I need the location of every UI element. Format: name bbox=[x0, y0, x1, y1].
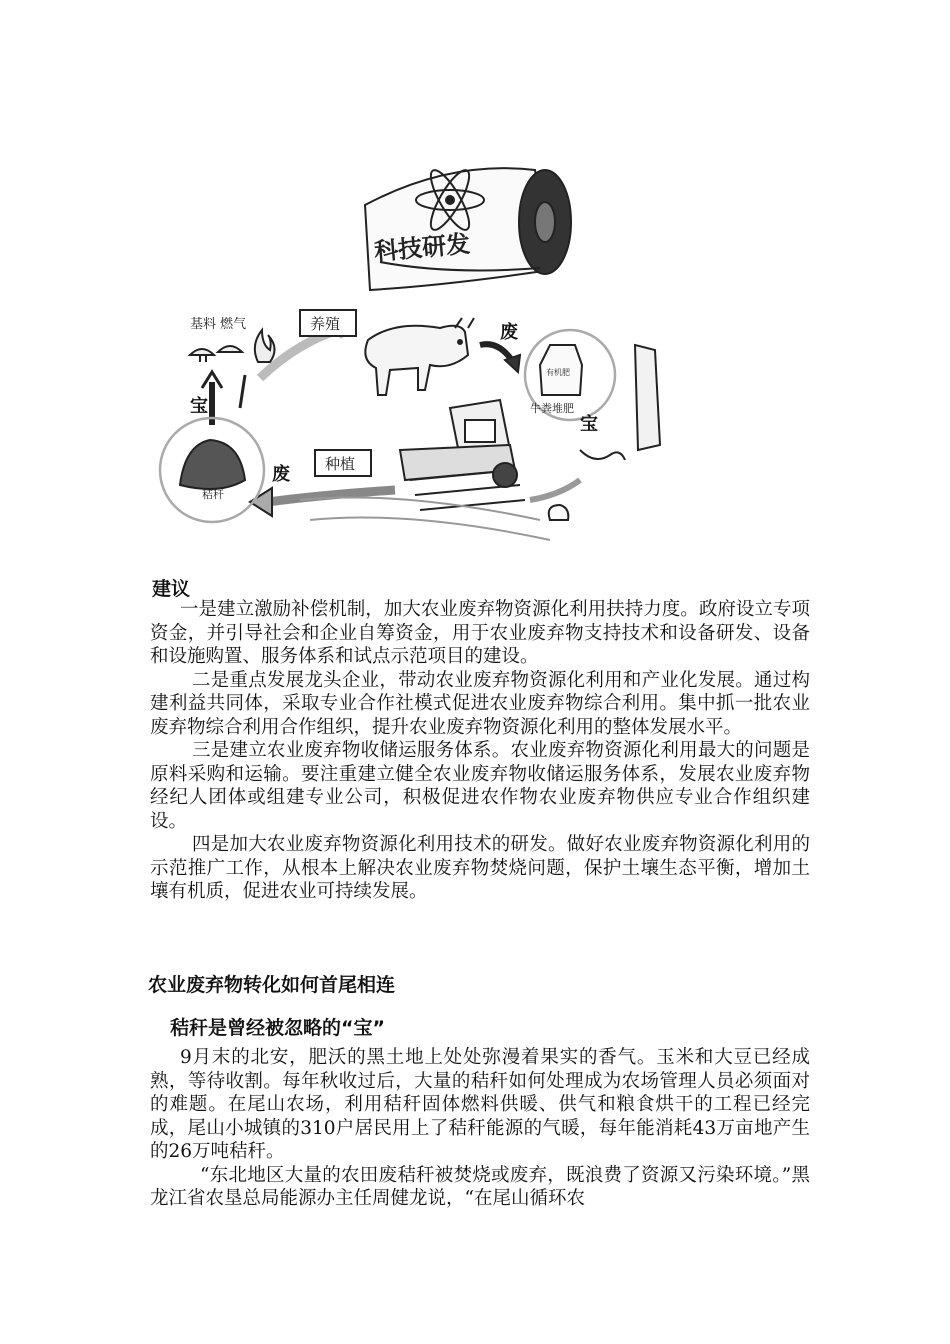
suggestion-paragraph-4: 四是加大农业废弃物资源化利用技术的研发。做好农业废弃物资源化利用的示范推广工作，从根本上解决农业废弃物焚烧问题，保护土壤生态平衡，增加土壤有机质，促进农业可持续发展。 bbox=[150, 834, 810, 902]
fuel-items-label: 基料 燃气 bbox=[190, 317, 247, 332]
suggestion-body bbox=[150, 598, 810, 904]
chick-icon bbox=[549, 505, 569, 520]
fertilizer-bag-label: 有机肥 bbox=[546, 368, 570, 377]
suggestion-paragraph-1: 一是建立激励补偿机制，加大农业废弃物资源化利用扶持力度。政府设立专项资金，并引导社会和企业自筹资金，用于农业废弃物支持技术和设备研发、设备和设施购置、服务体系和试点示范项目的建设。 bbox=[150, 599, 810, 667]
tech-scroll-icon bbox=[365, 166, 571, 290]
tech-label: 科技研发 bbox=[373, 229, 472, 266]
planting-machine-icon bbox=[400, 400, 525, 510]
recycling-cycle-illustration bbox=[150, 150, 670, 550]
cycle-arrow-left bbox=[268, 490, 395, 502]
compost-label: 牛粪堆肥 bbox=[530, 402, 574, 415]
article-paragraph-2: “东北地区大量的农田废秸秆被焚烧或废弃，既浪费了资源又污染环境。”黑龙江省农垦总局能源办主任周健龙说，“在尾山循环农 bbox=[150, 1164, 810, 1209]
treasure-label-right: 宝 bbox=[580, 414, 598, 435]
article-title: 农业废弃物转化如何首尾相连 bbox=[148, 974, 396, 996]
article-paragraph-1: 9月末的北安，肥沃的黑土地上处处弥漫着果实的香气。玉米和大豆已经成熟，等待收割。每年秋收过后，大量的秸秆如何处理成为农场管理人员必须面对的难题。在尾山农场，利用秸秆固体燃料供暖、供气和粮食烘干的工程已经完成，尾山小城镇的310户居民用上了秸秆能源的气暖，每年能消耗43万亩地产生的26万吨秸秆。 bbox=[150, 1047, 810, 1162]
suggestion-paragraph-3: 三是建立农业废弃物收储运服务体系。农业废弃物资源化利用最大的问题是原料采购和运输。要注重建立健全农业废弃物收储运服务体系，发展农业废弃物经纪人团体或组建专业公司，积极促进农作物农业废弃物供应专业合作组织建设。 bbox=[150, 740, 810, 832]
flame-icon bbox=[255, 330, 275, 362]
waste-label-bottom: 废 bbox=[272, 464, 290, 485]
cow-icon bbox=[365, 318, 474, 395]
mushroom-icon bbox=[190, 346, 242, 362]
suggestion-heading: 建议 bbox=[152, 578, 191, 600]
straw-bale-icon bbox=[180, 440, 245, 489]
suggestion-paragraph-2: 二是重点发展龙头企业，带动农业废弃物资源化利用和产业化发展。通过构建利益共同体，采取专业合作社模式促进农业废弃物综合利用。集中抓一批农业废弃物综合利用合作组织，提升农业废弃物资源化利用的整体发展水平。 bbox=[150, 669, 810, 738]
straw-label: 秸秆 bbox=[202, 488, 224, 501]
cycle-arrow-bottom bbox=[530, 480, 580, 500]
earthworm-icon bbox=[580, 450, 625, 460]
breeding-label: 养殖 bbox=[310, 315, 341, 333]
planting-label: 种植 bbox=[325, 455, 356, 473]
waste-label-top: 废 bbox=[500, 322, 518, 343]
article-body bbox=[150, 1046, 810, 1211]
article-subtitle: 秸秆是曾经被忽略的“宝” bbox=[170, 1017, 385, 1039]
treasure-label-left: 宝 bbox=[190, 396, 208, 417]
